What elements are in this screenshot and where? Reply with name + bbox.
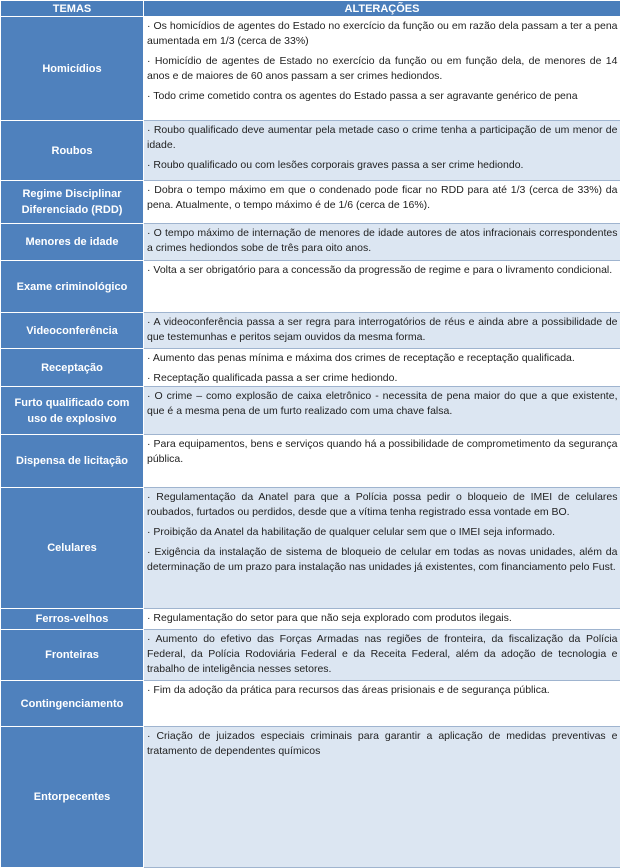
theme-cell: Homicídios <box>1 17 144 121</box>
table-row <box>1 349 620 387</box>
theme-cell: Videoconferência <box>1 313 144 349</box>
change-item: · A videoconferência passa a ser regra para interrogatórios de réus e ainda abre a possibilidade de que testemunhas e peritos sejam ouvidos da mesma forma. <box>147 315 618 345</box>
theme-cell: Furto qualificado com uso de explosivo <box>1 387 144 435</box>
table-row <box>1 630 620 681</box>
change-item: · Os homicídios de agentes do Estado no exercício da função ou em razão dela passam a ter a pena aumentada em 1/3 (cerca de 33%) <box>147 19 618 49</box>
change-item: · Todo crime cometido contra os agentes do Estado passa a ser agravante genérico de pena <box>147 89 618 104</box>
changes-cell <box>144 224 620 261</box>
changes-cell <box>144 435 620 488</box>
change-item: · Regulamentação da Anatel para que a Polícia possa pedir o bloqueio de IMEI de celulares roubados, furtados ou perdidos, desde que a vítima tenha registrado essa vontade em BO. <box>147 490 618 520</box>
change-item: · Criação de juizados especiais criminais para garantir a aplicação de medidas preventivas e tratamento de dependentes químicos <box>147 729 618 759</box>
table-row <box>1 609 620 630</box>
table-row <box>1 727 620 868</box>
changes-cell <box>144 609 620 630</box>
changes-cell <box>144 181 620 224</box>
change-item: · Homicídio de agentes de Estado no exercício da função ou em função dela, de menores de 14 anos e de maiores de 60 anos passam a ser crimes hediondos. <box>147 54 618 84</box>
table-row <box>1 313 620 349</box>
change-item: · Proibição da Anatel da habilitação de qualquer celular sem que o IMEI seja informado. <box>147 525 618 540</box>
change-item: · Roubo qualificado deve aumentar pela metade caso o crime tenha a participação de um menor de idade. <box>147 123 618 153</box>
change-item: · Receptação qualificada passa a ser crime hediondo. <box>147 371 618 386</box>
table-row <box>1 224 620 261</box>
change-item: · Dobra o tempo máximo em que o condenado pode ficar no RDD para até 1/3 (cerca de 33%) da pena. Atualmente, o tempo máximo é de 1/6 (cerca de 16%). <box>147 183 618 213</box>
changes-cell <box>144 488 620 609</box>
table-row <box>1 387 620 435</box>
theme-cell: Ferros-velhos <box>1 609 144 630</box>
theme-cell: Regime Disciplinar Diferenciado (RDD) <box>1 181 144 224</box>
theme-cell: Fronteiras <box>1 630 144 681</box>
header-row <box>1 1 620 17</box>
theme-cell: Roubos <box>1 121 144 181</box>
change-item: · Regulamentação do setor para que não seja explorado com produtos ilegais. <box>147 611 618 626</box>
change-item: · Exigência da instalação de sistema de bloqueio de celular em todas as novas unidades, além da determinação de um prazo para instalação nas unidades já existentes, com financiamento pelo Fust. <box>147 545 618 575</box>
theme-cell: Receptação <box>1 349 144 387</box>
changes-cell <box>144 387 620 435</box>
change-item: · Aumento do efetivo das Forças Armadas nas regiões de fronteira, da fiscalização da Polícia Federal, da Polícia Rodoviária Federal e da Receita Federal, além da adoção de tecnologia e trabalho de inteligência nesses setores. <box>147 632 618 677</box>
changes-cell <box>144 261 620 313</box>
changes-cell <box>144 17 620 121</box>
table-row <box>1 261 620 313</box>
table-row <box>1 435 620 488</box>
theme-cell: Menores de idade <box>1 224 144 261</box>
changes-cell <box>144 630 620 681</box>
change-item: · Fim da adoção da prática para recursos das áreas prisionais e de segurança pública. <box>147 683 618 698</box>
change-item: · O crime – como explosão de caixa eletrônico - necessita de pena maior do que a que existente, que é a mesma pena de um furto realizado com uma chave falsa. <box>147 389 618 419</box>
header-themes: TEMAS <box>1 1 144 17</box>
changes-cell <box>144 121 620 181</box>
changes-cell <box>144 349 620 387</box>
table-row <box>1 17 620 121</box>
table-row <box>1 121 620 181</box>
theme-cell: Celulares <box>1 488 144 609</box>
change-item: · Roubo qualificado ou com lesões corporais graves passa a ser crime hediondo. <box>147 158 618 173</box>
theme-cell: Contingenciamento <box>1 681 144 727</box>
theme-cell: Dispensa de licitação <box>1 435 144 488</box>
theme-cell: Exame criminológico <box>1 261 144 313</box>
table-row <box>1 488 620 609</box>
changes-cell <box>144 681 620 727</box>
table-body <box>1 17 620 868</box>
change-item: · Volta a ser obrigatório para a concessão da progressão de regime e para o livramento condicional. <box>147 263 618 278</box>
theme-cell: Entorpecentes <box>1 727 144 868</box>
changes-cell <box>144 313 620 349</box>
table-row <box>1 681 620 727</box>
change-item: · Para equipamentos, bens e serviços quando há a possibilidade de comprometimento da segurança pública. <box>147 437 618 467</box>
changes-cell <box>144 727 620 868</box>
table-row <box>1 181 620 224</box>
change-item: · O tempo máximo de internação de menores de idade autores de atos infracionais correspondentes a crimes hediondos sobe de três para oito anos. <box>147 226 618 256</box>
header-changes: ALTERAÇÕES <box>144 1 620 17</box>
change-item: · Aumento das penas mínima e máxima dos crimes de receptação e receptação qualificada. <box>147 351 618 366</box>
